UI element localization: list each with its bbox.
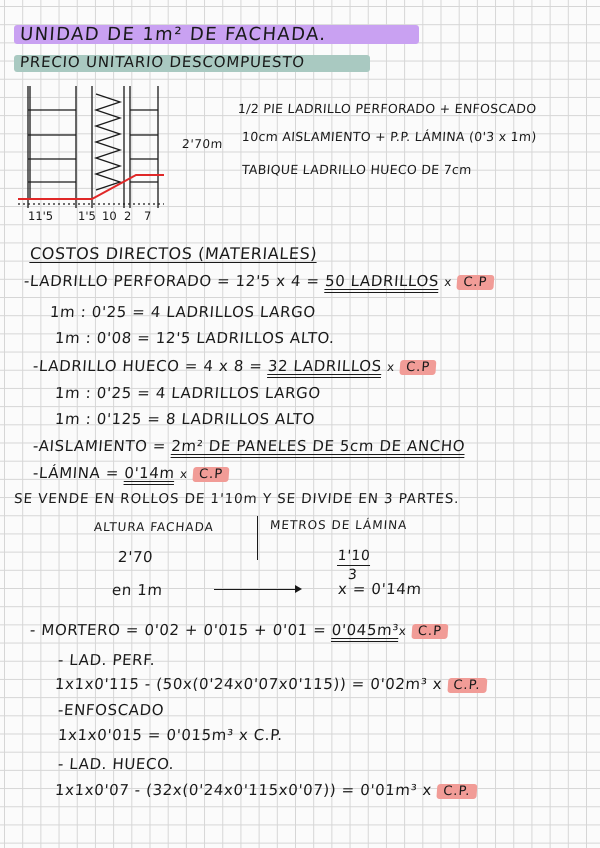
lamina-line [32,464,229,482]
cp-badge: C.P [400,360,437,375]
ladrillo-perforado-result: 50 LADRILLOS [324,272,440,290]
section-heading [29,244,318,263]
dim-label: 10 [102,209,117,223]
lamina-value: 0'14m [123,464,176,482]
description-line: TABIQUE LADRILLO HUECO DE 7cm [241,162,473,177]
ladrillo-hueco-sub: 1m : 0'25 = 4 LADRILLOS LARGO [54,384,322,402]
aislamiento-line [32,437,465,455]
times-sign: x [179,467,189,481]
mortero-line [29,621,448,639]
description-line: 10cm AISLAMIENTO + P.P. LÁMINA (0'3 x 1m) [241,129,538,144]
page-subtitle: PRECIO UNITARIO DESCOMPUESTO [19,53,306,71]
calc-divider [257,516,258,560]
dim-label: 11'5 [28,209,54,223]
dim-label: 2 [124,209,132,223]
enfoscado-label: -ENFOSCADO [57,701,165,719]
cp-badge: C.P [457,275,494,290]
lad-perf-label: - LAD. PERF. [57,651,157,669]
ladrillo-perforado-sub: 1m : 0'25 = 4 LADRILLOS LARGO [49,303,317,321]
altura-value: 2'70 [117,548,154,566]
ladrillo-perforado-formula: -LADRILLO PERFORADO = 12'5 x 4 = [23,272,326,290]
enfoscado-calc: 1x1x0'015 = 0'015m³ x C.P. [57,726,284,744]
lad-perf-calc: 1x1x0'115 - (50x(0'24x0'07x0'115)) = 0'02m³ x [54,675,443,693]
direct-costs-heading: COSTOS DIRECTOS (MATERIALES) [29,244,318,263]
height-label: 2'70m [181,137,224,151]
aislamiento-prefix: -AISLAMIENTO = [32,437,173,455]
description-line: 1/2 PIE LADRILLO PERFORADO + ENFOSCADO [237,101,537,116]
wall-section-diagram [14,82,184,212]
lad-perf-calc-line [54,675,487,693]
dim-label: 7 [144,209,152,223]
cp-badge: C.P [193,467,230,482]
ladrillo-hueco-sub: 1m : 0'125 = 8 LADRILLOS ALTO [54,410,316,428]
mortero-result: 0'045m³ [331,621,400,639]
aislamiento-value: 2m² DE PANELES DE 5cm DE ANCHO [170,437,466,455]
lad-hueco-calc: 1x1x0'07 - (32x(0'24x0'115x0'07)) = 0'01m³ x [54,781,433,799]
times-sign: x [398,624,408,638]
en-1m-label: en 1m [111,581,164,599]
altura-fachada-header: ALTURA FACHADA [93,520,215,534]
dim-label: 1'5 [78,209,96,223]
ladrillo-perforado-sub: 1m : 0'08 = 12'5 LADRILLOS ALTO. [54,329,336,347]
fraction-numerator: 1'10 [337,548,371,564]
cp-badge: C.P. [447,678,487,693]
metros-lamina-header: METROS DE LÁMINA [269,518,408,532]
lad-hueco-calc-line [54,781,477,799]
times-sign: x [386,360,396,374]
ladrillo-hueco-result: 32 LADRILLOS [267,357,383,375]
cp-badge: C.P [411,624,448,639]
lamina-fraction [336,548,371,584]
fraction-denominator: 3 [336,565,370,583]
page-title: UNIDAD DE 1m² DE FACHADA. [19,24,328,45]
times-sign: x [443,275,453,289]
lamina-prefix: -LÁMINA = [32,464,125,482]
ladrillo-hueco-line [32,357,437,375]
ladrillo-hueco-formula: -LADRILLO HUECO = 4 x 8 = [32,357,269,375]
cp-badge: C.P. [437,784,477,799]
lamina-red-line [18,175,164,199]
arrow-right-icon [214,589,300,590]
mortero-prefix: - MORTERO = 0'02 + 0'015 + 0'01 = [29,621,333,639]
lad-hueco-label: - LAD. HUECO. [57,755,175,773]
rollos-note: SE VENDE EN ROLLOS DE 1'10m Y SE DIVIDE EN 3 PARTES. [13,491,461,507]
ladrillo-perforado-line [23,272,494,290]
insulation-zigzag [96,94,120,190]
lamina-result: x = 0'14m [337,580,423,598]
